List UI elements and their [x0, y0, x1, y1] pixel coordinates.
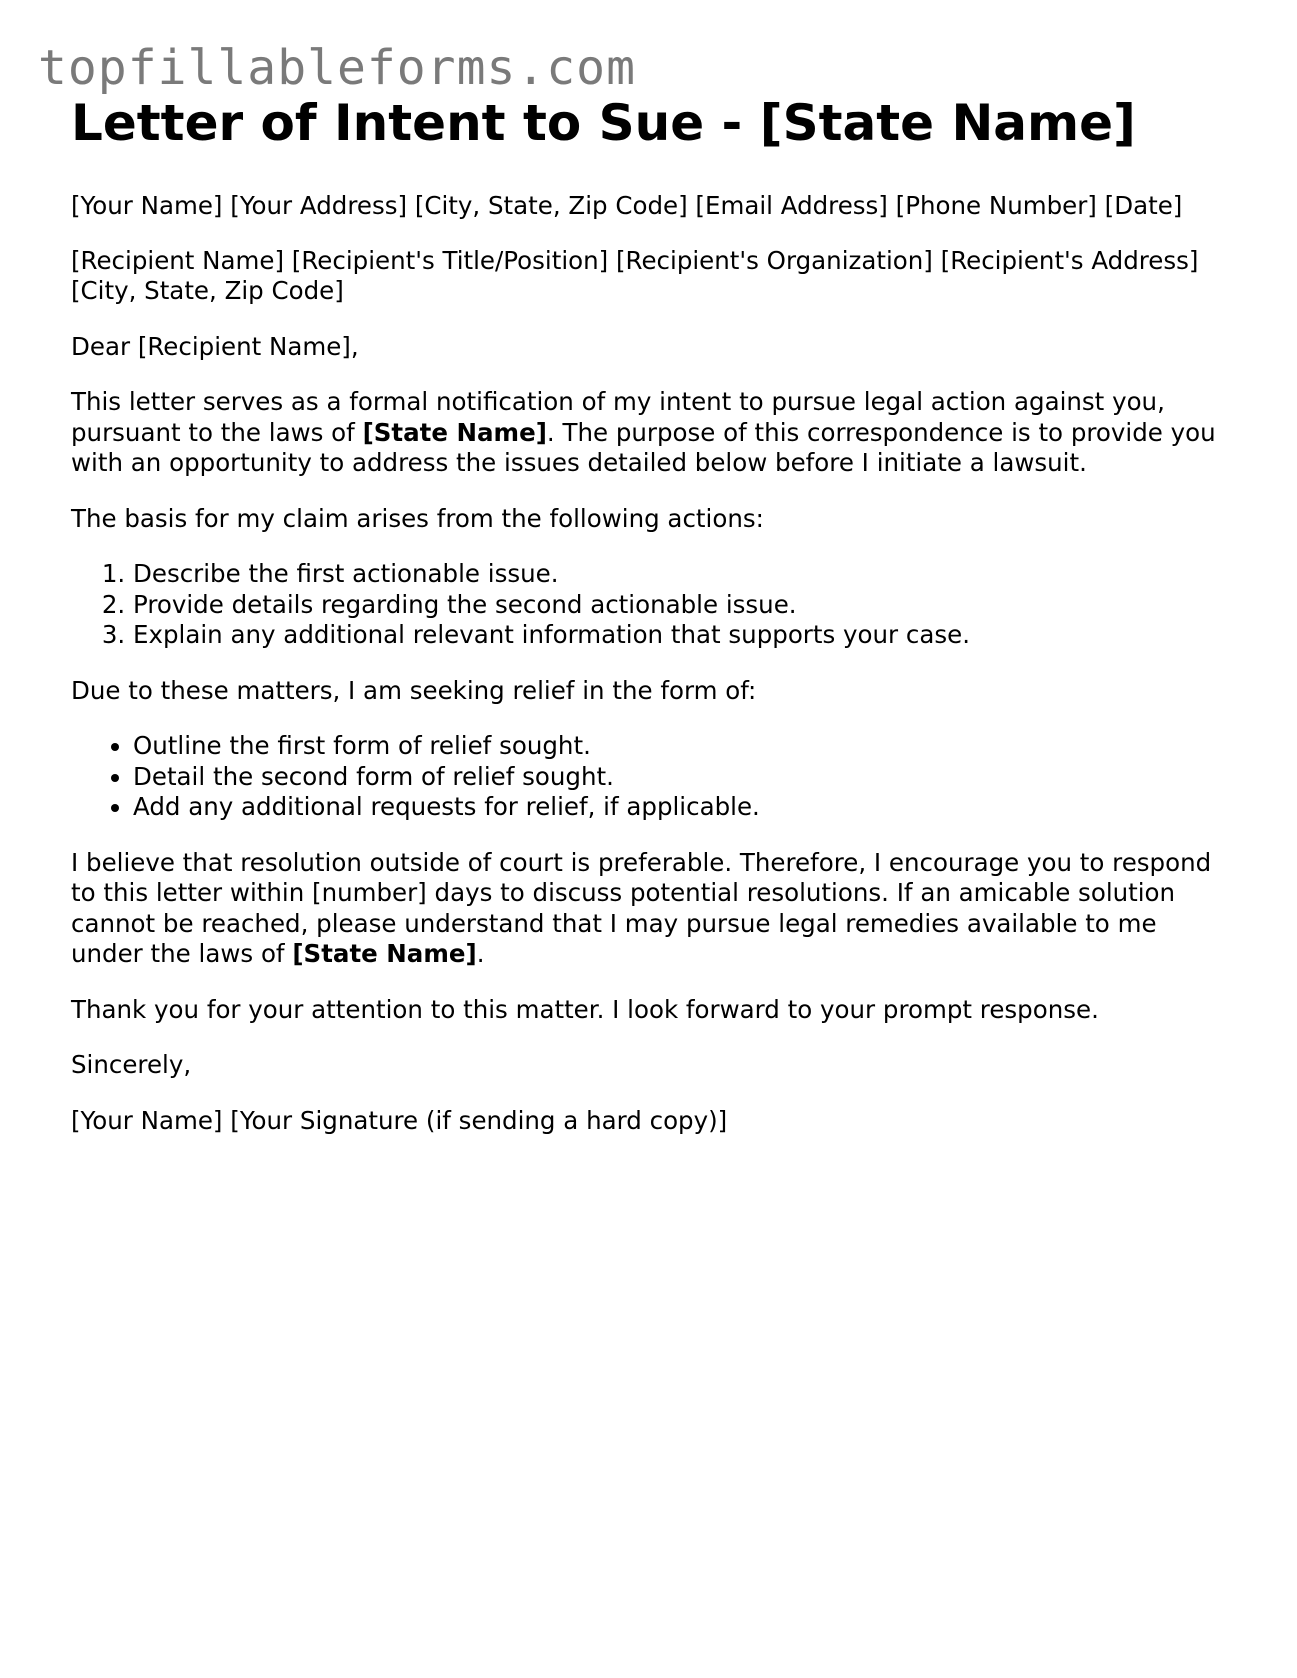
intro-text-1: This letter serves as a formal notification of my intent to pursue legal action against you, pursuant to the laws of: [71, 387, 1165, 447]
resolution-text-1: I believe that resolution outside of court is preferable. Therefore, I encourage you to respond to this letter within [number] days to discuss potential resolutions. If an amicable solution cannot be reached, please understand that I may pursue legal remedies available to me under the laws of: [71, 847, 1212, 968]
relief-intro: Due to these matters, I am seeking relief in the form of:: [71, 675, 757, 705]
list-item: • Add any additional requests for relief, if applicable.: [133, 792, 1231, 823]
recipient-block: [Recipient Name] [Recipient's Title/Position] [Recipient's Organization] [Recipient's Address] [City, State, Zip Code]: [71, 245, 1199, 305]
resolution-state-name: [State Name]: [292, 939, 477, 968]
sender-block: [Your Name] [Your Address] [City, State, Zip Code] [Email Address] [Phone Number] [Date]: [71, 191, 1183, 220]
letter-document: [71, 88, 1231, 1136]
list-item: 1. Describe the first actionable issue.: [133, 559, 1231, 590]
thanks-paragraph: Thank you for your attention to this matter. I look forward to your prompt response.: [71, 994, 1099, 1024]
list-item: 2. Provide details regarding the second actionable issue.: [133, 590, 1231, 621]
list-item: • Outline the first form of relief sought.: [133, 731, 1231, 762]
resolution-paragraph: [71, 848, 1231, 970]
signature-block: [Your Name] [Your Signature (if sending a hard copy)]: [71, 1105, 728, 1135]
site-watermark: topfillableforms.com: [38, 40, 636, 96]
salutation: Dear [Recipient Name],: [71, 331, 359, 361]
basis-intro: The basis for my claim arises from the following actions:: [71, 503, 764, 533]
list-item: • Detail the second form of relief sought.: [133, 762, 1231, 793]
intro-state-name: [State Name]: [362, 417, 547, 447]
resolution-text-2: .: [476, 939, 485, 968]
claims-list: [71, 559, 1231, 651]
closing: Sincerely,: [71, 1050, 192, 1079]
page-title: Letter of Intent to Sue - [State Name]: [71, 94, 1136, 152]
intro-paragraph: [71, 387, 1231, 479]
intro-text-2: . The purpose of this correspondence is to provide you with an opportunity to address the issues detailed below before I initiate a lawsuit.: [71, 417, 1216, 477]
list-item: 3. Explain any additional relevant information that supports your case.: [133, 620, 1231, 651]
relief-list: [71, 731, 1231, 823]
